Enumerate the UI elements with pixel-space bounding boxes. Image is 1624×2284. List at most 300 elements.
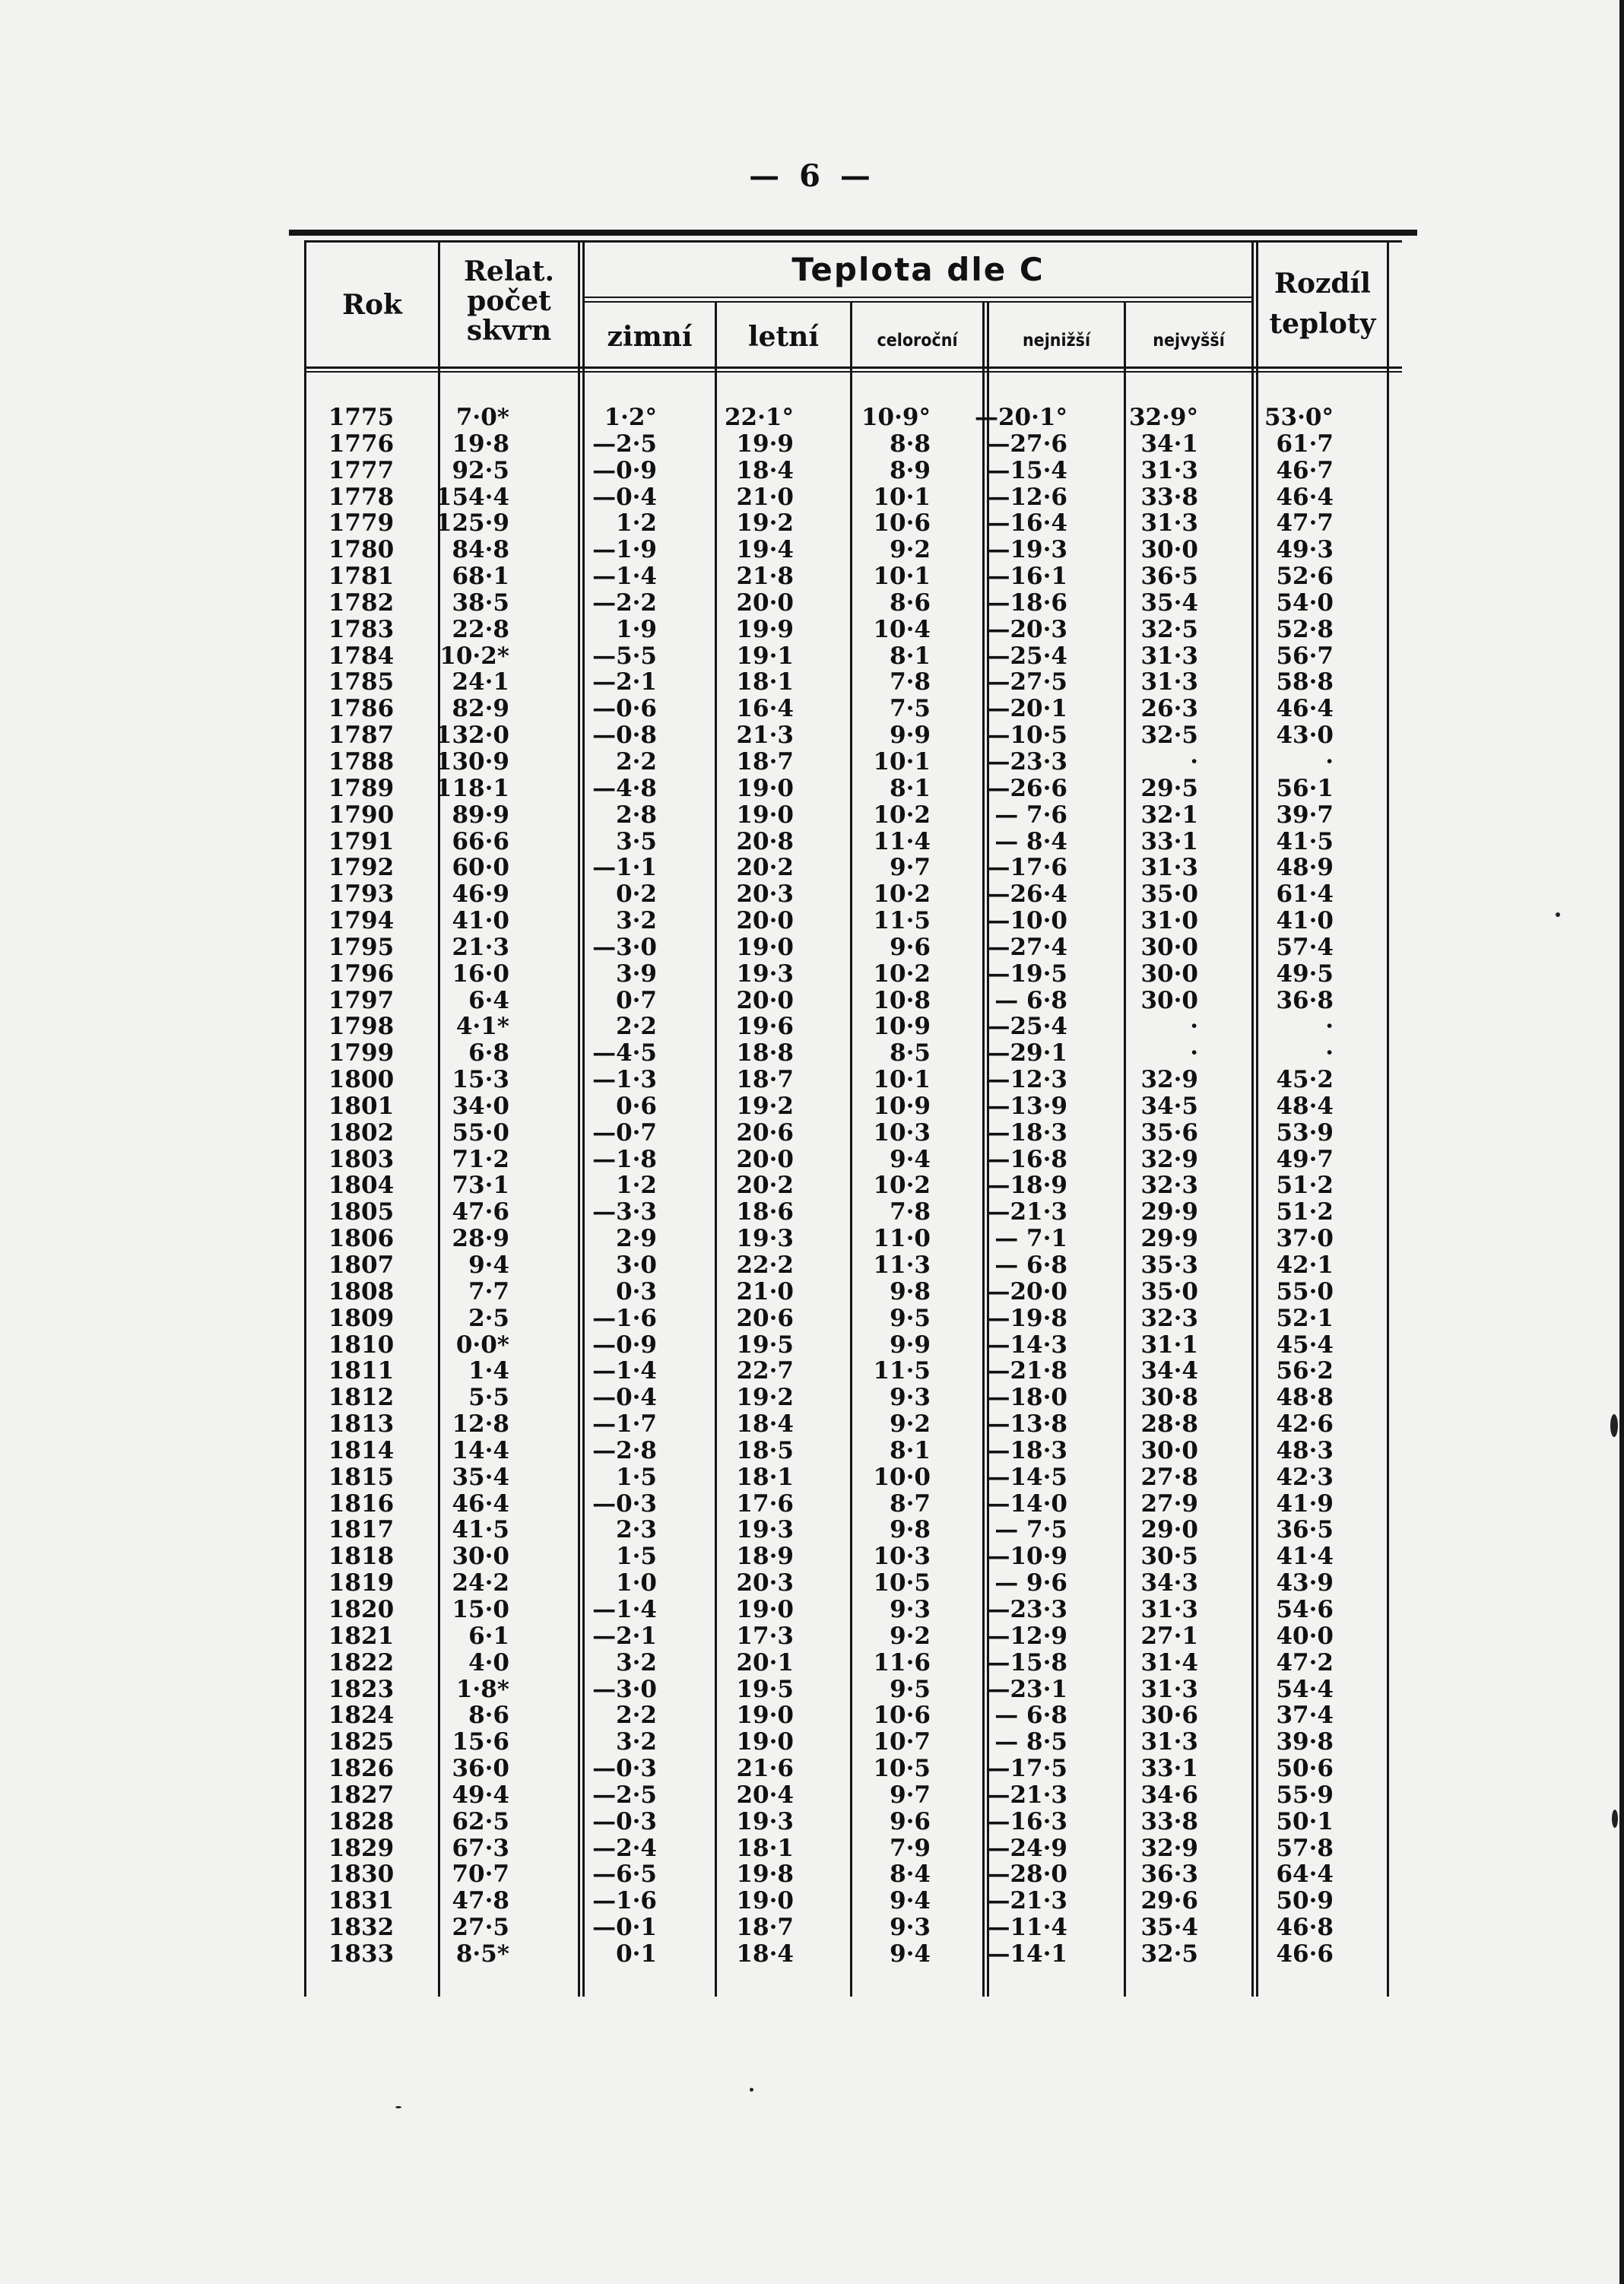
- cell-skvrn: 35·4: [452, 1463, 509, 1491]
- table-row: [289, 1543, 1417, 1570]
- cell-rozdil: 48·9: [1276, 854, 1334, 882]
- cell-nejvyssi: 34·1: [1140, 430, 1198, 458]
- cell-rozdil: 36·8: [1276, 986, 1334, 1014]
- cell-skvrn: 15·3: [452, 1066, 509, 1094]
- cell-nejnizsi: —18·3: [986, 1118, 1067, 1147]
- cell-letni: 19·0: [736, 1728, 794, 1756]
- teplota-subrule: [584, 297, 1253, 298]
- table-row: [289, 1093, 1417, 1120]
- cell-rok: 1800: [328, 1066, 395, 1094]
- cell-rozdil: 54·0: [1276, 588, 1334, 617]
- cell-nejvyssi: 31·3: [1140, 1595, 1198, 1623]
- cell-rozdil: 55·9: [1276, 1781, 1334, 1809]
- teplota-subrule-2: [584, 301, 1253, 303]
- cell-letni: 18·6: [736, 1198, 794, 1226]
- cell-rozdil: 42·6: [1276, 1410, 1334, 1439]
- cell-celorocni: 10·1: [873, 1066, 931, 1094]
- table-row: [289, 1677, 1417, 1703]
- cell-celorocni: 10·2: [873, 1172, 931, 1200]
- cell-skvrn: 30·0: [452, 1543, 509, 1571]
- cell-rozdil: 46·4: [1276, 483, 1334, 511]
- cell-zimni: —1·8: [592, 1145, 657, 1173]
- cell-letni: 19·3: [736, 1225, 794, 1253]
- cell-rozdil: 36·5: [1276, 1516, 1334, 1544]
- cell-rok: 1826: [328, 1755, 395, 1783]
- cell-nejvyssi: 32·9: [1140, 1066, 1198, 1094]
- cell-skvrn: 68·1: [452, 563, 509, 591]
- cell-skvrn: 8·5*: [455, 1940, 509, 1968]
- cell-nejvyssi: 32·3: [1140, 1172, 1198, 1200]
- table-row: [289, 749, 1417, 776]
- table-row: [289, 1623, 1417, 1650]
- cell-letni: 22·2: [736, 1251, 794, 1279]
- cell-nejvyssi: 36·3: [1140, 1861, 1198, 1889]
- cell-letni: 18·7: [736, 1914, 794, 1942]
- cell-zimni: 1·2: [616, 1172, 657, 1200]
- cell-zimni: —0·3: [592, 1755, 657, 1783]
- cell-celorocni: 9·9: [890, 1331, 931, 1359]
- cell-letni: 19·0: [736, 1887, 794, 1915]
- cell-zimni: 3·2: [616, 907, 657, 935]
- cell-zimni: 3·0: [616, 1251, 657, 1279]
- cell-nejvyssi: 34·3: [1140, 1569, 1198, 1597]
- cell-rozdil: 58·8: [1276, 668, 1334, 696]
- cell-letni: 20·3: [736, 880, 794, 909]
- header-rozdil: [1258, 269, 1387, 339]
- cell-letni: 18·7: [736, 1066, 794, 1094]
- cell-nejvyssi: 26·3: [1140, 695, 1198, 723]
- cell-letni: 18·4: [736, 1940, 794, 1968]
- cell-rok: 1823: [328, 1675, 395, 1703]
- cell-skvrn: 19·8: [452, 430, 509, 458]
- cell-rok: 1794: [328, 907, 395, 935]
- cell-rok: 1806: [328, 1225, 395, 1253]
- cell-rozdil: 56·2: [1276, 1357, 1334, 1385]
- cell-letni: 20·0: [736, 588, 794, 617]
- cell-rozdil: 50·9: [1276, 1887, 1334, 1915]
- cell-rozdil: 51·2: [1276, 1172, 1334, 1200]
- cell-celorocni: 9·3: [890, 1384, 931, 1412]
- cell-letni: 20·2: [736, 854, 794, 882]
- cell-letni: 22·7: [736, 1357, 794, 1385]
- cell-nejnizsi: —28·0: [986, 1861, 1067, 1889]
- cell-rozdil: 43·9: [1276, 1569, 1334, 1597]
- cell-rok: 1812: [328, 1384, 395, 1412]
- cell-skvrn: 92·5: [452, 456, 509, 484]
- cell-nejnizsi: — 8·4: [994, 827, 1067, 855]
- cell-rok: 1829: [328, 1834, 395, 1862]
- cell-skvrn: 15·0: [452, 1595, 509, 1623]
- cell-nejvyssi: 35·0: [1140, 880, 1198, 909]
- cell-nejnizsi: —12·9: [986, 1622, 1067, 1650]
- cell-nejnizsi: — 6·8: [994, 986, 1067, 1014]
- cell-celorocni: 8·5: [890, 1039, 931, 1067]
- cell-rozdil: 52·6: [1276, 563, 1334, 591]
- cell-celorocni: 9·2: [890, 536, 931, 564]
- cell-rozdil: 45·2: [1276, 1066, 1334, 1094]
- cell-zimni: —3·0: [592, 1675, 657, 1703]
- cell-zimni: —0·4: [592, 483, 657, 511]
- cell-rozdil: ·: [1325, 1013, 1334, 1041]
- cell-nejnizsi: —16·3: [986, 1807, 1067, 1835]
- cell-rozdil: 39·8: [1276, 1728, 1334, 1756]
- cell-nejnizsi: —14·1: [986, 1940, 1067, 1968]
- cell-celorocni: 10·2: [873, 801, 931, 829]
- cell-nejvyssi: 35·4: [1140, 588, 1198, 617]
- cell-celorocni: 8·7: [890, 1489, 931, 1518]
- cell-nejvyssi: 32·9: [1140, 1834, 1198, 1862]
- cell-zimni: —0·3: [592, 1807, 657, 1835]
- cell-skvrn: 154·4: [435, 483, 509, 511]
- cell-letni: 21·0: [736, 483, 794, 511]
- cell-letni: 19·5: [736, 1675, 794, 1703]
- cell-rozdil: 48·3: [1276, 1436, 1334, 1464]
- cell-nejvyssi: 31·3: [1140, 456, 1198, 484]
- cell-skvrn: 4·1*: [455, 1013, 509, 1041]
- cell-celorocni: 9·2: [890, 1410, 931, 1439]
- cell-celorocni: 9·3: [890, 1595, 931, 1623]
- cell-skvrn: 10·2*: [439, 642, 509, 670]
- cell-celorocni: 9·8: [890, 1277, 931, 1305]
- cell-zimni: —4·5: [592, 1039, 657, 1067]
- cell-rozdil: 53·9: [1276, 1118, 1334, 1147]
- table-row: [289, 1332, 1417, 1359]
- cell-zimni: —2·8: [592, 1436, 657, 1464]
- cell-skvrn: 47·6: [452, 1198, 509, 1226]
- cell-letni: 20·4: [736, 1781, 794, 1809]
- cell-rozdil: 49·5: [1276, 960, 1334, 988]
- cell-celorocni: 10·0: [873, 1463, 931, 1491]
- cell-rok: 1805: [328, 1198, 395, 1226]
- cell-nejnizsi: — 7·1: [994, 1225, 1067, 1253]
- cell-letni: 19·5: [736, 1331, 794, 1359]
- cell-letni: 20·6: [736, 1304, 794, 1332]
- cell-rozdil: 64·4: [1276, 1861, 1334, 1889]
- cell-nejnizsi: —12·3: [986, 1066, 1067, 1094]
- cell-celorocni: 10·8: [873, 986, 931, 1014]
- cell-nejnizsi: — 9·6: [994, 1569, 1067, 1597]
- cell-rok: 1809: [328, 1304, 395, 1332]
- header-relat-line3: skvrn: [466, 314, 552, 347]
- cell-letni: 18·7: [736, 747, 794, 776]
- cell-rozdil: 41·0: [1276, 907, 1334, 935]
- cell-rok: 1783: [328, 615, 395, 643]
- cell-celorocni: 9·6: [890, 933, 931, 961]
- cell-skvrn: 46·9: [452, 880, 509, 909]
- cell-rok: 1802: [328, 1118, 395, 1147]
- cell-celorocni: 8·1: [890, 642, 931, 670]
- cell-skvrn: 55·0: [452, 1118, 509, 1147]
- cell-skvrn: 6·1: [468, 1622, 509, 1650]
- table-row: [289, 1385, 1417, 1411]
- cell-zimni: —6·5: [592, 1861, 657, 1889]
- table-row: [289, 1305, 1417, 1332]
- cell-rok: 1801: [328, 1092, 395, 1120]
- cell-zimni: —2·5: [592, 430, 657, 458]
- cell-celorocni: 11·5: [873, 907, 931, 935]
- cell-nejvyssi: 33·8: [1140, 483, 1198, 511]
- cell-skvrn: 15·6: [452, 1728, 509, 1756]
- cell-nejnizsi: —20·1°: [974, 404, 1067, 431]
- cell-letni: 19·6: [736, 1013, 794, 1041]
- cell-skvrn: 6·4: [468, 986, 509, 1014]
- table-row: [289, 696, 1417, 722]
- table-row: [289, 431, 1417, 458]
- cell-zimni: —3·3: [592, 1198, 657, 1226]
- cell-rozdil: 57·8: [1276, 1834, 1334, 1862]
- table-row: [289, 1861, 1417, 1888]
- cell-rozdil: ·: [1325, 1039, 1334, 1067]
- cell-rok: 1831: [328, 1887, 395, 1915]
- cell-nejvyssi: 32·9: [1140, 1145, 1198, 1173]
- cell-rozdil: 48·4: [1276, 1092, 1334, 1120]
- cell-nejnizsi: —13·9: [986, 1092, 1067, 1120]
- cell-zimni: 2·3: [616, 1516, 657, 1544]
- cell-rok: 1828: [328, 1807, 395, 1835]
- cell-rok: 1813: [328, 1410, 395, 1439]
- cell-skvrn: 14·4: [452, 1436, 509, 1464]
- cell-rok: 1782: [328, 588, 395, 617]
- cell-zimni: 3·2: [616, 1648, 657, 1677]
- cell-celorocni: 10·5: [873, 1755, 931, 1783]
- cell-nejnizsi: —16·1: [986, 563, 1067, 591]
- cell-letni: 20·3: [736, 1569, 794, 1597]
- table-row: [289, 1941, 1417, 1968]
- cell-rok: 1788: [328, 747, 395, 776]
- cell-celorocni: 10·4: [873, 615, 931, 643]
- table-row: [289, 988, 1417, 1014]
- cell-zimni: 1·0: [616, 1569, 657, 1597]
- cell-nejvyssi: 30·0: [1140, 1436, 1198, 1464]
- cell-skvrn: 2·5: [468, 1304, 509, 1332]
- cell-rok: 1807: [328, 1251, 395, 1279]
- cell-nejnizsi: —18·6: [986, 588, 1067, 617]
- header-zimni: zimní: [607, 321, 693, 353]
- cell-rozdil: 37·0: [1276, 1225, 1334, 1253]
- cell-nejvyssi: 30·8: [1140, 1384, 1198, 1412]
- scan-speck: [1610, 1414, 1618, 1437]
- cell-nejvyssi: 30·0: [1140, 960, 1198, 988]
- cell-zimni: —0·4: [592, 1384, 657, 1412]
- cell-celorocni: 10·3: [873, 1118, 931, 1147]
- cell-zimni: —1·4: [592, 1357, 657, 1385]
- cell-rok: 1775: [328, 404, 395, 431]
- cell-celorocni: 9·4: [890, 1145, 931, 1173]
- cell-skvrn: 5·5: [468, 1384, 509, 1412]
- cell-rok: 1777: [328, 456, 395, 484]
- cell-letni: 16·4: [736, 695, 794, 723]
- cell-skvrn: 118·1: [435, 774, 509, 802]
- cell-nejvyssi: 29·5: [1140, 774, 1198, 802]
- cell-celorocni: 10·6: [873, 509, 931, 538]
- cell-rok: 1814: [328, 1436, 395, 1464]
- cell-rok: 1820: [328, 1595, 395, 1623]
- cell-zimni: —2·1: [592, 668, 657, 696]
- cell-rok: 1819: [328, 1569, 395, 1597]
- cell-skvrn: 130·9: [435, 747, 509, 776]
- cell-celorocni: 10·9°: [861, 404, 931, 431]
- cell-zimni: 0·6: [616, 1092, 657, 1120]
- cell-celorocni: 7·9: [890, 1834, 931, 1862]
- cell-nejnizsi: —27·5: [986, 668, 1067, 696]
- scan-speck: [1612, 1810, 1618, 1828]
- table-row: [289, 1517, 1417, 1543]
- cell-zimni: —3·0: [592, 933, 657, 961]
- cell-zimni: —5·5: [592, 642, 657, 670]
- cell-zimni: —0·9: [592, 1331, 657, 1359]
- cell-zimni: —1·1: [592, 854, 657, 882]
- table-row: [289, 484, 1417, 511]
- cell-zimni: —0·3: [592, 1489, 657, 1518]
- cell-zimni: —1·6: [592, 1887, 657, 1915]
- table-row: [289, 1914, 1417, 1941]
- cell-nejvyssi: 30·0: [1140, 986, 1198, 1014]
- cell-skvrn: 66·6: [452, 827, 509, 855]
- cell-rok: 1824: [328, 1702, 395, 1730]
- cell-nejnizsi: —23·3: [986, 1595, 1067, 1623]
- cell-letni: 19·3: [736, 1516, 794, 1544]
- table-row: [289, 855, 1417, 881]
- cell-letni: 19·0: [736, 1595, 794, 1623]
- cell-skvrn: 21·3: [452, 933, 509, 961]
- cell-nejvyssi: 34·5: [1140, 1092, 1198, 1120]
- cell-nejvyssi: 30·6: [1140, 1702, 1198, 1730]
- cell-skvrn: 82·9: [452, 695, 509, 723]
- cell-nejvyssi: ·: [1190, 747, 1198, 776]
- cell-nejnizsi: —10·9: [986, 1543, 1067, 1571]
- cell-rozdil: 46·7: [1276, 456, 1334, 484]
- cell-zimni: 2·8: [616, 801, 657, 829]
- cell-nejnizsi: — 7·5: [994, 1516, 1067, 1544]
- cell-rok: 1795: [328, 933, 395, 961]
- cell-zimni: 0·3: [616, 1277, 657, 1305]
- table-row: [289, 776, 1417, 802]
- table-row: [289, 1067, 1417, 1093]
- cell-skvrn: 8·6: [468, 1702, 509, 1730]
- cell-celorocni: 8·9: [890, 456, 931, 484]
- cell-nejvyssi: 31·3: [1140, 668, 1198, 696]
- cell-letni: 17·6: [736, 1489, 794, 1518]
- cell-celorocni: 10·9: [873, 1013, 931, 1041]
- cell-rok: 1776: [328, 430, 395, 458]
- cell-nejnizsi: —10·5: [986, 722, 1067, 750]
- cell-skvrn: 89·9: [452, 801, 509, 829]
- cell-zimni: —0·1: [592, 1914, 657, 1942]
- cell-nejnizsi: — 6·8: [994, 1702, 1067, 1730]
- cell-zimni: 2·2: [616, 1013, 657, 1041]
- header-rok: Rok: [342, 289, 402, 321]
- cell-nejvyssi: 31·3: [1140, 854, 1198, 882]
- cell-skvrn: 49·4: [452, 1781, 509, 1809]
- cell-skvrn: 22·8: [452, 615, 509, 643]
- cell-rozdil: 45·4: [1276, 1331, 1334, 1359]
- cell-nejnizsi: —11·4: [986, 1914, 1067, 1942]
- cell-skvrn: 38·5: [452, 588, 509, 617]
- cell-rozdil: 49·3: [1276, 536, 1334, 564]
- cell-nejnizsi: — 8·5: [994, 1728, 1067, 1756]
- cell-letni: 18·4: [736, 1410, 794, 1439]
- cell-rok: 1825: [328, 1728, 395, 1756]
- scan-speck: [750, 2088, 753, 2092]
- cell-nejnizsi: —19·5: [986, 960, 1067, 988]
- header-letni: letní: [747, 321, 820, 353]
- cell-rozdil: 48·8: [1276, 1384, 1334, 1412]
- cell-rok: 1784: [328, 642, 395, 670]
- cell-zimni: —1·6: [592, 1304, 657, 1332]
- cell-nejvyssi: 31·1: [1140, 1331, 1198, 1359]
- cell-letni: 19·2: [736, 1092, 794, 1120]
- cell-skvrn: 34·0: [452, 1092, 509, 1120]
- cell-skvrn: 24·1: [452, 668, 509, 696]
- cell-rok: 1781: [328, 563, 395, 591]
- cell-celorocni: 10·9: [873, 1092, 931, 1120]
- scan-speck: [1556, 912, 1560, 917]
- cell-celorocni: 7·5: [890, 695, 931, 723]
- cell-letni: 19·0: [736, 1702, 794, 1730]
- table-row: [289, 1147, 1417, 1173]
- header-bottom-rule: [304, 366, 1402, 369]
- cell-celorocni: 11·5: [873, 1357, 931, 1385]
- cell-rok: 1811: [328, 1357, 395, 1385]
- cell-nejvyssi: 33·1: [1140, 1755, 1198, 1783]
- cell-nejnizsi: —23·1: [986, 1675, 1067, 1703]
- table-row: [289, 934, 1417, 961]
- table-row: [289, 510, 1417, 537]
- cell-letni: 19·3: [736, 960, 794, 988]
- cell-skvrn: 47·8: [452, 1887, 509, 1915]
- cell-rozdil: 46·6: [1276, 1940, 1334, 1968]
- cell-nejnizsi: —17·5: [986, 1755, 1067, 1783]
- cell-nejnizsi: —26·4: [986, 880, 1067, 909]
- cell-skvrn: 28·9: [452, 1225, 509, 1253]
- cell-zimni: —0·8: [592, 722, 657, 750]
- cell-nejvyssi: 30·0: [1140, 536, 1198, 564]
- cell-skvrn: 7·0*: [455, 404, 509, 431]
- table-row: [289, 1888, 1417, 1914]
- cell-zimni: 3·9: [616, 960, 657, 988]
- cell-zimni: 1·2: [616, 509, 657, 538]
- header-rozdil-line2: teploty: [1269, 307, 1376, 340]
- cell-celorocni: 9·5: [890, 1675, 931, 1703]
- cell-rok: 1822: [328, 1648, 395, 1677]
- cell-nejvyssi: 29·9: [1140, 1198, 1198, 1226]
- cell-nejnizsi: —18·0: [986, 1384, 1067, 1412]
- cell-letni: 19·9: [736, 430, 794, 458]
- cell-nejvyssi: 31·3: [1140, 509, 1198, 538]
- header-teplota: Teplota dle C: [791, 251, 1045, 288]
- cell-rok: 1818: [328, 1543, 395, 1571]
- cell-rok: 1816: [328, 1489, 395, 1518]
- table-row: [289, 404, 1417, 431]
- table-row: [289, 1014, 1417, 1040]
- cell-nejnizsi: —15·8: [986, 1648, 1067, 1677]
- cell-nejvyssi: 32·3: [1140, 1304, 1198, 1332]
- cell-celorocni: 9·7: [890, 1781, 931, 1809]
- cell-nejnizsi: —24·9: [986, 1834, 1067, 1862]
- cell-rok: 1797: [328, 986, 395, 1014]
- cell-zimni: 1·5: [616, 1463, 657, 1491]
- cell-rok: 1808: [328, 1277, 395, 1305]
- cell-skvrn: 1·8*: [455, 1675, 509, 1703]
- cell-zimni: 1·5: [616, 1543, 657, 1571]
- cell-letni: 19·0: [736, 801, 794, 829]
- cell-zimni: 0·1: [616, 1940, 657, 1968]
- cell-nejnizsi: —17·6: [986, 854, 1067, 882]
- table-row: [289, 1491, 1417, 1518]
- cell-nejnizsi: —18·9: [986, 1172, 1067, 1200]
- cell-celorocni: 9·4: [890, 1887, 931, 1915]
- cell-nejnizsi: —13·8: [986, 1410, 1067, 1439]
